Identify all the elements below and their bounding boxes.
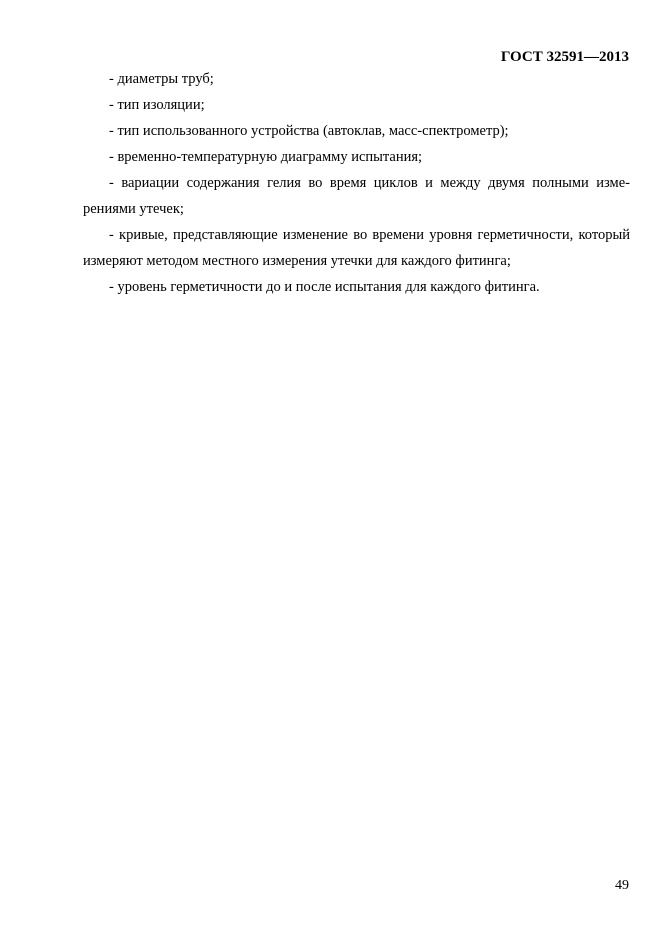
document-body <box>83 66 630 300</box>
list-item: - уровень герметичности до и после испытания для каждого фитинга. <box>109 279 540 295</box>
page-number: 49 <box>615 878 629 893</box>
list-item: - диаметры труб; <box>109 71 214 87</box>
list-item: - кривые, представляющие изменение во времени уровня герметичности, который измеряют методом местного измерения утечки для каждого фитинга; <box>83 227 630 269</box>
list-item: - вариации содержания гелия во время циклов и между двумя полными измерениями утечек; <box>83 175 630 217</box>
document-header: ГОСТ 32591—2013 <box>500 49 629 65</box>
list-item: - тип использованного устройства (автоклав, масс-спектрометр); <box>109 123 509 139</box>
list-item: - тип изоляции; <box>109 97 205 113</box>
list-item: - временно-температурную диаграмму испытания; <box>109 149 423 165</box>
